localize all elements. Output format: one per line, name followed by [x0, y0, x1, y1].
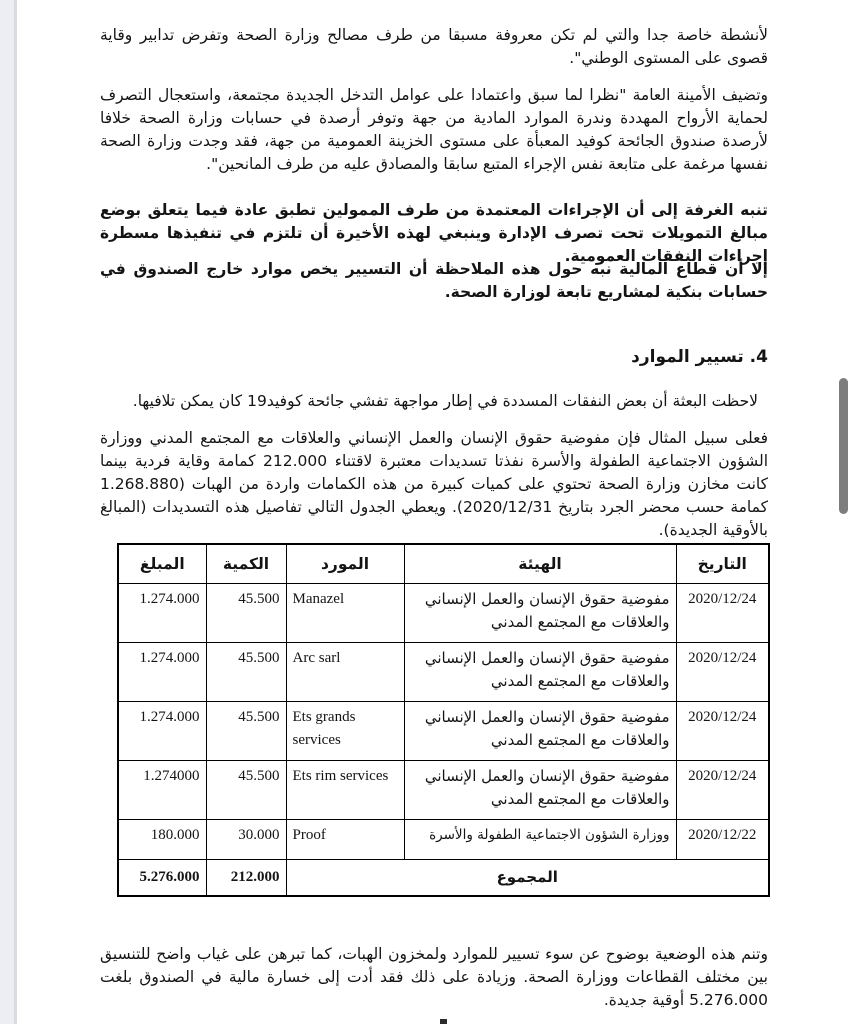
cell-amount: 1.274.000: [118, 702, 206, 761]
cell-date: 2020/12/24: [676, 584, 769, 643]
cell-amount: 1.274.000: [118, 584, 206, 643]
header-supplier: المورد: [286, 544, 404, 584]
cell-date: 2020/12/22: [676, 820, 769, 860]
paragraph-conclusion: وتنم هذه الوضعية بوضوح عن سوء تسيير للموارد ولمخزون الهبات، كما تبرهن على غياب واضح للتنسيق بين مختلف القطاعات ووزارة الصحة. وزيادة على ذلك فقد أدت إلى خسارة مالية في الصندوق بلغت 5.276.000 أوقية جديدة.: [100, 944, 768, 1009]
cell-entity: مفوضية حقوق الإنسان والعمل الإنساني والعلاقات مع المجتمع المدني: [404, 761, 676, 820]
page-number-mark: [440, 1019, 447, 1024]
cell-quantity: 45.500: [206, 643, 286, 702]
cell-date: 2020/12/24: [676, 643, 769, 702]
cell-supplier: Manazel: [286, 584, 404, 643]
cell-total-amount: 5.276.000: [118, 860, 206, 896]
cell-entity: مفوضية حقوق الإنسان والعمل الإنساني والعلاقات مع المجتمع المدني: [404, 584, 676, 643]
cell-supplier: Arc sarl: [286, 643, 404, 702]
cell-quantity: 45.500: [206, 584, 286, 643]
table-row: [118, 643, 769, 702]
cell-supplier: Ets rim services: [286, 761, 404, 820]
table-total-row: [118, 860, 769, 896]
header-quantity: الكمية: [206, 544, 286, 584]
cell-entity: ووزارة الشؤون الاجتماعية الطفولة والأسرة: [404, 820, 676, 860]
vertical-scrollbar-thumb[interactable]: [839, 378, 848, 514]
paragraph-continuation: لأنشطة خاصة جدا والتي لم تكن معروفة مسبقا من طرف مصالح وزارة الصحة وتفرض تدابير وقاية قصوى على المستوى الوطني".: [100, 25, 768, 67]
paragraph-chamber-note: تنبه الغرفة إلى أن الإجراءات المعتمدة من طرف الممولين تطبق عادة فيما يتعلق بوضع مبالغ التمويلات تحت تصرف الإدارة وينبغي لهذه الأخيرة أن تلتزم في تنفيذها مسطرة إجراءات النفقات العمومية.: [100, 200, 768, 265]
paragraph-secretary-general-quote: وتضيف الأمينة العامة "نظرا لما سبق واعتمادا على عوامل التدخل الجديدة مجتمعة، واستعجال التصرف لحماية الأرواح المهددة وندرة الموارد المادية من جهة وتوفر أرصدة في حسابات وزارة الصحة خلافا لأرصدة صندوق الجائحة كوفيد المعبأة على مستوى الخزينة العمومية من جهة، فقد وجدت وزارة الصحة نفسها مرغمة على متابعة نفس الإجراء المتبع سابقا والمصادق عليه من طرف المانحين".: [100, 85, 768, 173]
payments-table: [117, 543, 770, 897]
section-heading: 4. تسيير الموارد: [631, 347, 768, 368]
cell-total-quantity: 212.000: [206, 860, 286, 896]
cell-amount: 1.274000: [118, 761, 206, 820]
paragraph-example-detail: فعلى سبيل المثال فإن مفوضية حقوق الإنسان والعمل الإنساني والعلاقات مع المجتمع المدني ووزارة الشؤون الاجتماعية الطفولة والأسرة نفذتا تسديدات معتبرة لاقتناء 212.000 كمامة وقاية فردية بينما كانت مخازن وزارة الصحة تحتوي على كميات كبيرة من هذه الكمامات واردة من الهبات (1.268.880 كمامة حسب محضر الجرد بتاريخ 2020/12/31). ويعطي الجدول التالي تفاصيل هذه التسديدات (المبالغ بالأوقية الجديدة).: [100, 428, 769, 539]
cell-quantity: 45.500: [206, 702, 286, 761]
cell-supplier: Ets grands services: [286, 702, 404, 761]
cell-entity: مفوضية حقوق الإنسان والعمل الإنساني والعلاقات مع المجتمع المدني: [404, 702, 676, 761]
cell-date: 2020/12/24: [676, 761, 769, 820]
header-date: التاريخ: [676, 544, 769, 584]
payments-table-container: [117, 543, 768, 897]
paragraph-mission-observation: لاحظت البعثة أن بعض النفقات المسددة في إطار مواجهة تفشي جائحة كوفيد19 كان يمكن تلافيها.: [132, 391, 758, 410]
table-row: [118, 584, 769, 643]
cell-total-label: المجموع: [286, 860, 769, 896]
table-row: [118, 820, 769, 860]
table-row: [118, 761, 769, 820]
header-entity: الهيئة: [404, 544, 676, 584]
cell-quantity: 45.500: [206, 761, 286, 820]
table-row: [118, 702, 769, 761]
table-header-row: [118, 544, 769, 584]
cell-quantity: 30.000: [206, 820, 286, 860]
cell-supplier: Proof: [286, 820, 404, 860]
paragraph-finance-sector-note: إلا أن قطاع المالية نبه حول هذه الملاحظة أن التسيير يخص موارد خارج الصندوق في حسابات بنكية لمشاريع تابعة لوزارة الصحة.: [100, 259, 768, 301]
cell-date: 2020/12/24: [676, 702, 769, 761]
header-amount: المبلغ: [118, 544, 206, 584]
cell-amount: 180.000: [118, 820, 206, 860]
cell-amount: 1.274.000: [118, 643, 206, 702]
cell-entity: مفوضية حقوق الإنسان والعمل الإنساني والعلاقات مع المجتمع المدني: [404, 643, 676, 702]
page-edge-shadow: [0, 0, 17, 1024]
